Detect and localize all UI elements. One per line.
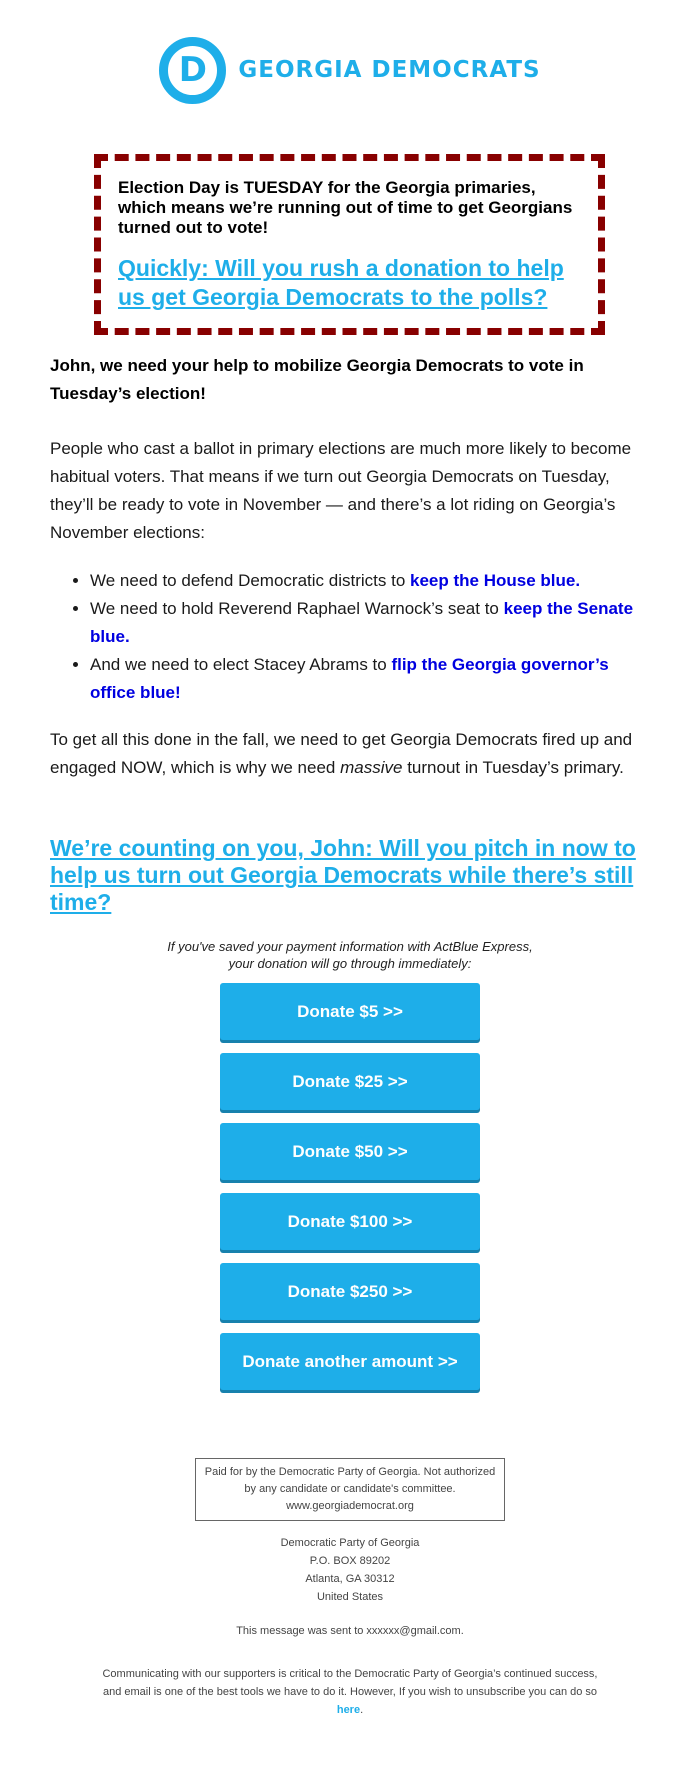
donate-50-button[interactable]: Donate $50 >> (220, 1123, 480, 1180)
donate-5-button[interactable]: Donate $5 >> (220, 983, 480, 1040)
paid-for-disclaimer: Paid for by the Democratic Party of Georgia. Not authorized by any candidate or candidate's committee. www.georgiademocrat.org (195, 1458, 505, 1521)
bullet-item (90, 651, 650, 707)
bullet-highlight: keep the Senate blue. (90, 599, 634, 646)
logo[interactable] (0, 0, 700, 105)
alert-text: Election Day is TUESDAY for the Georgia primaries, which means we’re running out of time to get Georgians turned out to vote! (118, 178, 573, 237)
para2-text: To get all this done in the fall, we need to get Georgia Democrats fired up and engaged NOW, which is why we need (50, 730, 633, 777)
logo-letter: D (178, 50, 207, 90)
sent-to-text: This message was sent to xxxxxx@gmail.com. (236, 1625, 464, 1637)
para2-emphasis: massive (340, 758, 403, 777)
donate-buttons (220, 983, 480, 1403)
alert-box (94, 154, 605, 335)
bullet-text: We need to defend Democratic districts to (90, 571, 411, 590)
intro-text: John, we need your help to mobilize Georgia Democrats to vote in Tuesday’s election! (50, 356, 584, 403)
address-line: United States (316, 1591, 384, 1603)
logo-d-icon (159, 37, 226, 104)
bullet-text: And we need to elect Stacey Abrams to (90, 655, 392, 674)
bullet-list (50, 567, 650, 707)
note-line: your donation will go through immediately: (228, 956, 472, 971)
body-paragraph-1: People who cast a ballot in primary elections are much more likely to become habitual voters. That means if we turn out Georgia Democrats on Tuesday, they’ll be ready to vote in November — and there’s a lot riding on Georgia’s November elections: (50, 439, 632, 542)
bullet-text: We need to hold Reverend Raphael Warnock’s seat to (90, 599, 504, 618)
mailing-address (0, 1534, 700, 1606)
address-line: P.O. BOX 89202 (309, 1555, 391, 1567)
bullet-item (90, 595, 650, 651)
actblue-note (0, 938, 700, 972)
donate-25-button[interactable]: Donate $25 >> (220, 1053, 480, 1110)
unsubscribe-text (95, 1665, 605, 1719)
donate-100-button[interactable]: Donate $100 >> (220, 1193, 480, 1250)
unsubscribe-period: . (360, 1704, 364, 1716)
alert-donate-link[interactable]: Quickly: Will you rush a donation to help us get Georgia Democrats to the polls? (118, 255, 564, 310)
unsubscribe-copy: Communicating with our supporters is critical to the Democratic Party of Georgia’s continued success, and email is one of the best tools we have to do it. However, If you wish to unsubscribe you can do so (102, 1668, 598, 1698)
bullet-item (90, 567, 650, 595)
body-paragraph-2 (50, 726, 650, 782)
logo-text: GEORGIA DEMOCRATS (238, 57, 541, 83)
address-line: Democratic Party of Georgia (280, 1537, 420, 1549)
unsubscribe-link[interactable]: here (336, 1704, 361, 1716)
note-line: If you've saved your payment information with ActBlue Express, (167, 939, 533, 954)
donate-other-button[interactable]: Donate another amount >> (220, 1333, 480, 1390)
bullet-highlight: flip the Georgia governor’s office blue! (90, 655, 609, 702)
pitch-in-link[interactable]: We’re counting on you, John: Will you pitch in now to help us turn out Georgia Democrats while there’s still time? (50, 835, 636, 915)
bullet-highlight: keep the House blue. (410, 571, 581, 590)
para2-text-end: turnout in Tuesday’s primary. (402, 758, 624, 777)
address-line: Atlanta, GA 30312 (305, 1573, 395, 1585)
donate-250-button[interactable]: Donate $250 >> (220, 1263, 480, 1320)
